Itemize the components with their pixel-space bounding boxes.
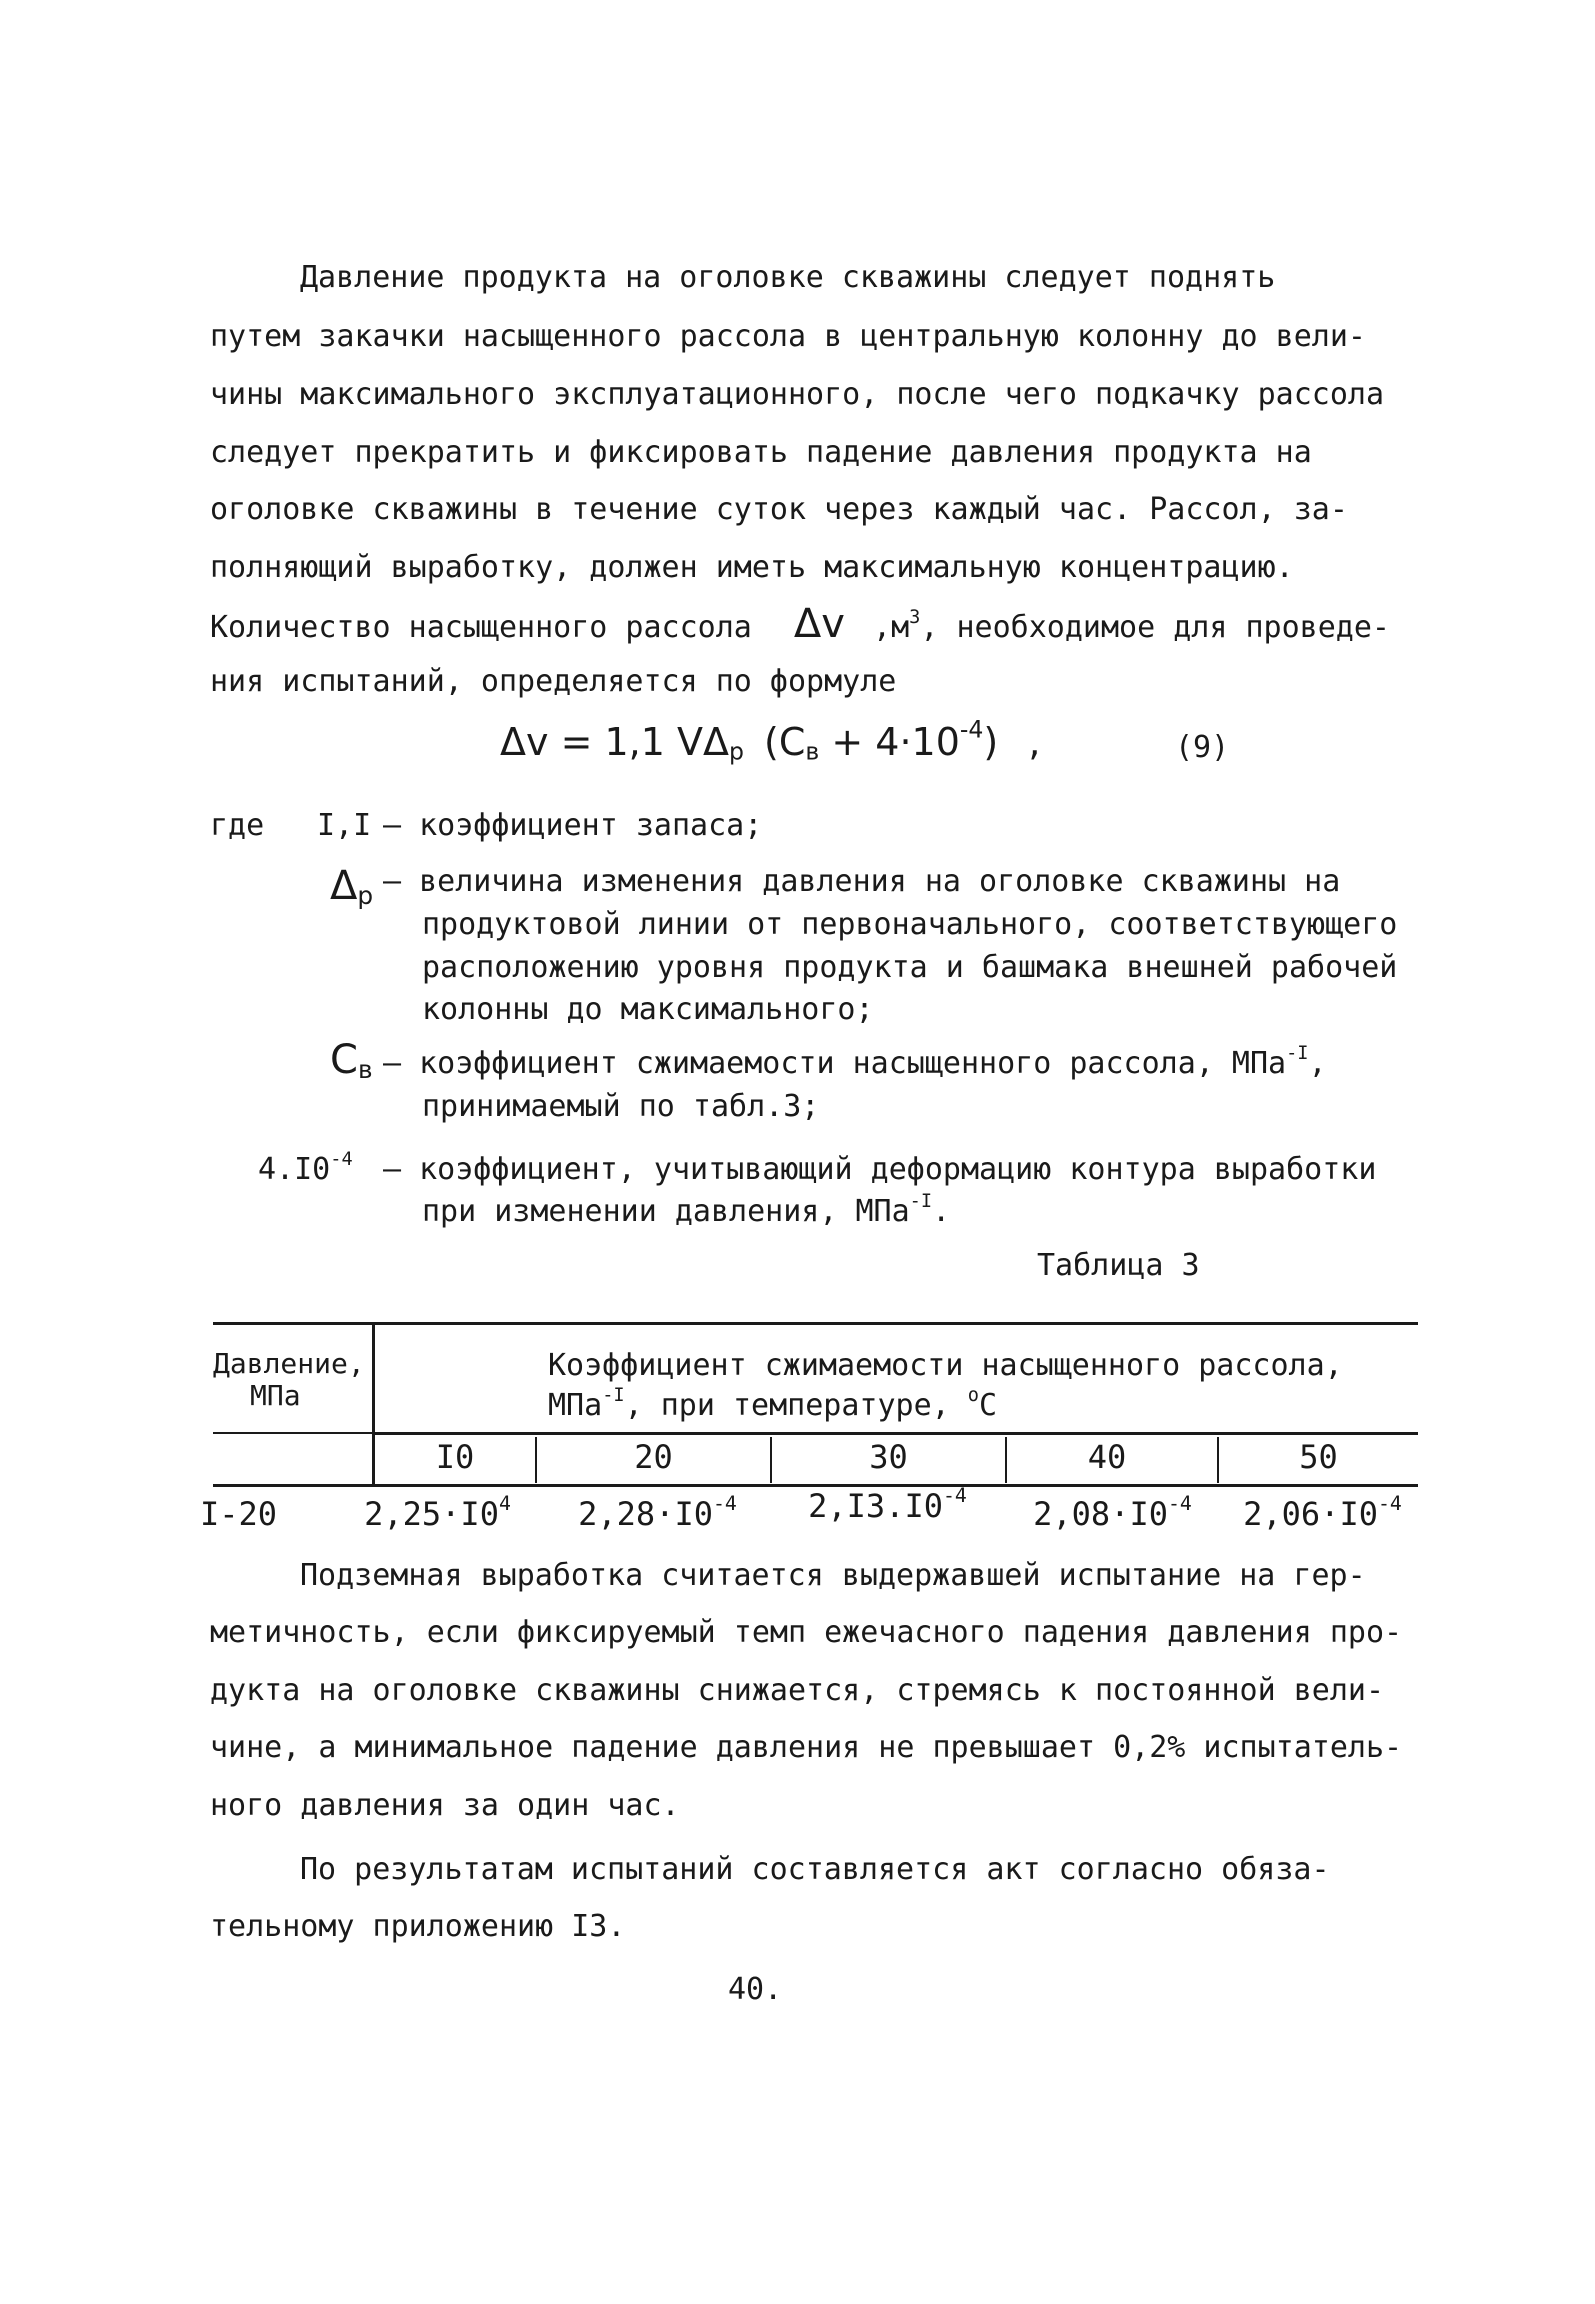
where-definition: – коэффициент запаса; xyxy=(383,808,763,843)
formula-close: ) xyxy=(983,720,999,764)
text-fragment: 2,25·I0 xyxy=(364,1495,499,1533)
where-definition: расположению уровня продукта и башмака внешней рабочей xyxy=(422,950,1398,985)
formula xyxy=(500,715,1041,766)
coefficient-cell xyxy=(335,1494,540,1534)
subscript: в xyxy=(357,1054,373,1084)
table-header-rule xyxy=(375,1432,1418,1435)
column-group-label: Коэффициент сжимаемости насыщенного рассола, xyxy=(548,1348,1343,1383)
table-caption: Таблица 3 xyxy=(1037,1248,1200,1283)
text-fragment: , xyxy=(1308,1046,1327,1081)
formula-mid: (C xyxy=(764,720,806,764)
text-fragment: 2,08·I0 xyxy=(1033,1495,1168,1533)
text-fragment: С xyxy=(978,1388,998,1423)
text-fragment: МПа xyxy=(548,1388,603,1423)
superscript: -I xyxy=(909,1191,933,1213)
formula-lhs: Δv = 1,1 VΔ xyxy=(500,720,729,764)
c-symbol: С xyxy=(330,1037,358,1083)
where-definition: – коэффициент, учитывающий деформацию контура выработки xyxy=(383,1152,1377,1187)
text-fragment: Количество насыщенного рассола xyxy=(210,610,752,645)
where-term xyxy=(330,863,374,910)
where-definition: продуктовой линии от первоначального, соответствующего xyxy=(422,907,1398,942)
page-number: 40. xyxy=(728,1972,783,2007)
formula-superscript: -4 xyxy=(959,715,984,744)
paragraph-line: ния испытаний, определяется по формуле xyxy=(210,664,897,699)
column-group-unit xyxy=(548,1385,998,1424)
exponent: 4 xyxy=(498,1492,511,1516)
delta-v-symbol: Δv xyxy=(793,601,845,647)
table-rule xyxy=(213,1432,373,1434)
formula-subscript: p xyxy=(728,737,744,766)
text-fragment: – коэффициент сжимаемости насыщенного рассола, МПа xyxy=(383,1046,1287,1081)
exponent: -4 xyxy=(942,1484,967,1508)
where-label: где xyxy=(210,808,265,843)
superscript: -I xyxy=(602,1385,625,1407)
text-fragment: , при температуре, xyxy=(624,1388,950,1423)
coefficient-cell xyxy=(1005,1494,1220,1534)
text-fragment: . xyxy=(932,1194,951,1229)
where-term xyxy=(330,1037,373,1084)
where-definition: колонны до максимального; xyxy=(422,992,874,1027)
paragraph-line: следует прекратить и фиксировать падение давления продукта на xyxy=(210,435,1312,470)
paragraph-line: ного давления за один час. xyxy=(210,1788,680,1823)
coefficient-cell xyxy=(775,1486,1000,1526)
pressure-cell: I-20 xyxy=(200,1495,278,1533)
paragraph-line: Подземная выработка считается выдержавшей испытание на гер- xyxy=(300,1558,1366,1593)
superscript: -I xyxy=(1286,1043,1309,1065)
paragraph-line: метичность, если фиксируемый темп ежечасного падения давления про- xyxy=(210,1615,1403,1650)
formula-comma: , xyxy=(1028,720,1041,764)
where-definition xyxy=(383,1044,1327,1084)
where-term: I,I xyxy=(317,808,372,843)
where-term xyxy=(258,1150,353,1190)
temperature-header: 20 xyxy=(634,1438,673,1476)
paragraph-line: чине, а минимальное падение давления не превышает 0,2% испытатель- xyxy=(210,1730,1403,1765)
paragraph-line xyxy=(210,601,1390,648)
row-header-unit: МПа xyxy=(250,1379,301,1412)
paragraph-line: чины максимального эксплуатационного, после чего подкачку рассола xyxy=(210,377,1384,412)
text-fragment: 4.I0 xyxy=(258,1152,331,1187)
where-definition: принимаемый по табл.3; xyxy=(422,1089,820,1124)
text-fragment: 2,28·I0 xyxy=(578,1495,713,1533)
degree-superscript: о xyxy=(967,1385,979,1407)
formula-number: (9) xyxy=(1175,730,1230,765)
text-fragment: , необходимое для проведе- xyxy=(920,610,1390,645)
formula-subscript: в xyxy=(805,737,820,766)
paragraph-line: путем закачки насыщенного рассола в центральную колонну до вели- xyxy=(210,319,1366,354)
paragraph-line: полняющий выработку, должен иметь максимальную концентрацию. xyxy=(210,550,1294,585)
where-definition xyxy=(422,1192,950,1232)
coefficient-cell xyxy=(1220,1494,1425,1534)
where-definition: – величина изменения давления на оголовке скважины на xyxy=(383,864,1341,899)
coefficient-cell xyxy=(545,1494,770,1534)
text-fragment: 2,I3.I0 xyxy=(808,1487,943,1525)
exponent: -4 xyxy=(712,1492,737,1516)
paragraph-line: Давление продукта на оголовке скважины следует поднять xyxy=(300,260,1276,295)
superscript: 3 xyxy=(909,607,921,629)
exponent: -4 xyxy=(1377,1492,1402,1516)
temperature-header: 50 xyxy=(1299,1438,1338,1476)
row-header-label: Давление, xyxy=(213,1347,365,1380)
exponent: -4 xyxy=(1167,1492,1192,1516)
text-fragment: 2,06·I0 xyxy=(1243,1495,1378,1533)
text-fragment: при изменении давления, МПа xyxy=(422,1194,910,1229)
temperature-header: 30 xyxy=(869,1438,908,1476)
superscript: -4 xyxy=(330,1149,353,1171)
formula-rhs: + 4·10 xyxy=(831,720,960,764)
text-fragment: ,м xyxy=(873,610,910,645)
delta-symbol: Δ xyxy=(330,863,358,909)
paragraph-line: По результатам испытаний составляется акт согласно обяза- xyxy=(300,1852,1330,1887)
table-top-rule xyxy=(213,1322,1418,1325)
temperature-header: I0 xyxy=(435,1438,475,1476)
temperature-header: 40 xyxy=(1087,1438,1127,1476)
paragraph-line: дукта на оголовке скважины снижается, стремясь к постоянной вели- xyxy=(210,1673,1384,1708)
paragraph-line: оголовке скважины в течение суток через каждый час. Рассол, за- xyxy=(210,492,1348,527)
subscript: р xyxy=(357,880,374,910)
paragraph-line: тельному приложению I3. xyxy=(210,1909,626,1944)
